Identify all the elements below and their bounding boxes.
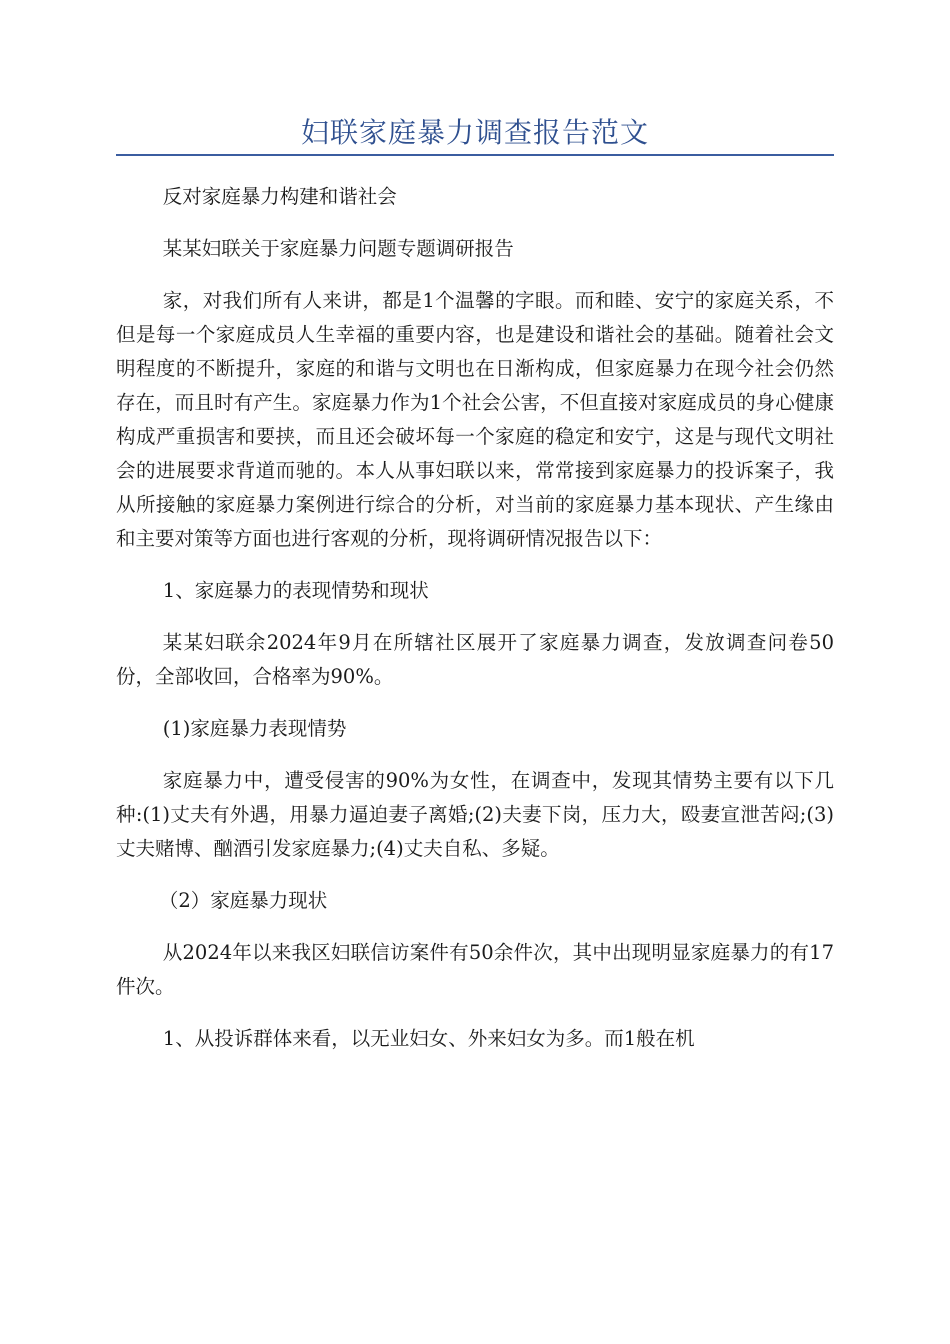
document-page [116, 0, 834, 1074]
subtitle-slogan: 反对家庭暴力构建和谐社会 [162, 185, 397, 208]
survey-paragraph: 某某妇联余2024年9月在所辖社区展开了家庭暴力调查，发放调查问卷50份，全部收回，合格率为90%。 [116, 631, 834, 688]
document-body [116, 180, 834, 1056]
status-paragraph: 从2024年以来我区妇联信访案件有50余件次，其中出现明显家庭暴力的有17件次。 [116, 941, 834, 998]
subsection-heading-forms: (1)家庭暴力表现情势 [162, 717, 347, 740]
subtitle-report: 某某妇联关于家庭暴力问题专题调研报告 [162, 237, 514, 260]
title-underline [116, 154, 834, 156]
subsection-heading-status: （2）家庭暴力现状 [158, 889, 328, 912]
list-item-1: 1、从投诉群体来看，以无业妇女、外来妇女为多。而1般在机 [162, 1027, 695, 1050]
section-heading-1: 1、家庭暴力的表现情势和现状 [162, 579, 429, 602]
intro-paragraph: 家，对我们所有人来讲，都是1个温馨的字眼。而和睦、安宁的家庭关系，不但是每一个家庭成员人生幸福的重要内容，也是建设和谐社会的基础。随着社会文明程度的不断提升，家庭的和谐与文明也在日渐构成，但家庭暴力在现今社会仍然存在，而且时有产生。家庭暴力作为1个社会公害，不但直接对家庭成员的身心健康构成严重损害和要挟，而且还会破坏每一个家庭的稳定和安宁，这是与现代文明社会的进展要求背道而驰的。本人从事妇联以来，常常接到家庭暴力的投诉案子，我从所接触的家庭暴力案例进行综合的分析，对当前的家庭暴力基本现状、产生缘由和主要对策等方面也进行客观的分析，现将调研情况报告以下： [116, 289, 834, 550]
document-title: 妇联家庭暴力调查报告范文 [300, 116, 649, 149]
forms-paragraph: 家庭暴力中，遭受侵害的90%为女性，在调查中，发现其情势主要有以下几种:(1)丈夫有外遇，用暴力逼迫妻子离婚;(2)夫妻下岗，压力大，殴妻宣泄苦闷;(3)丈夫赌博、酗酒引发家庭暴力;(4)丈夫自私、多疑。 [116, 769, 834, 860]
